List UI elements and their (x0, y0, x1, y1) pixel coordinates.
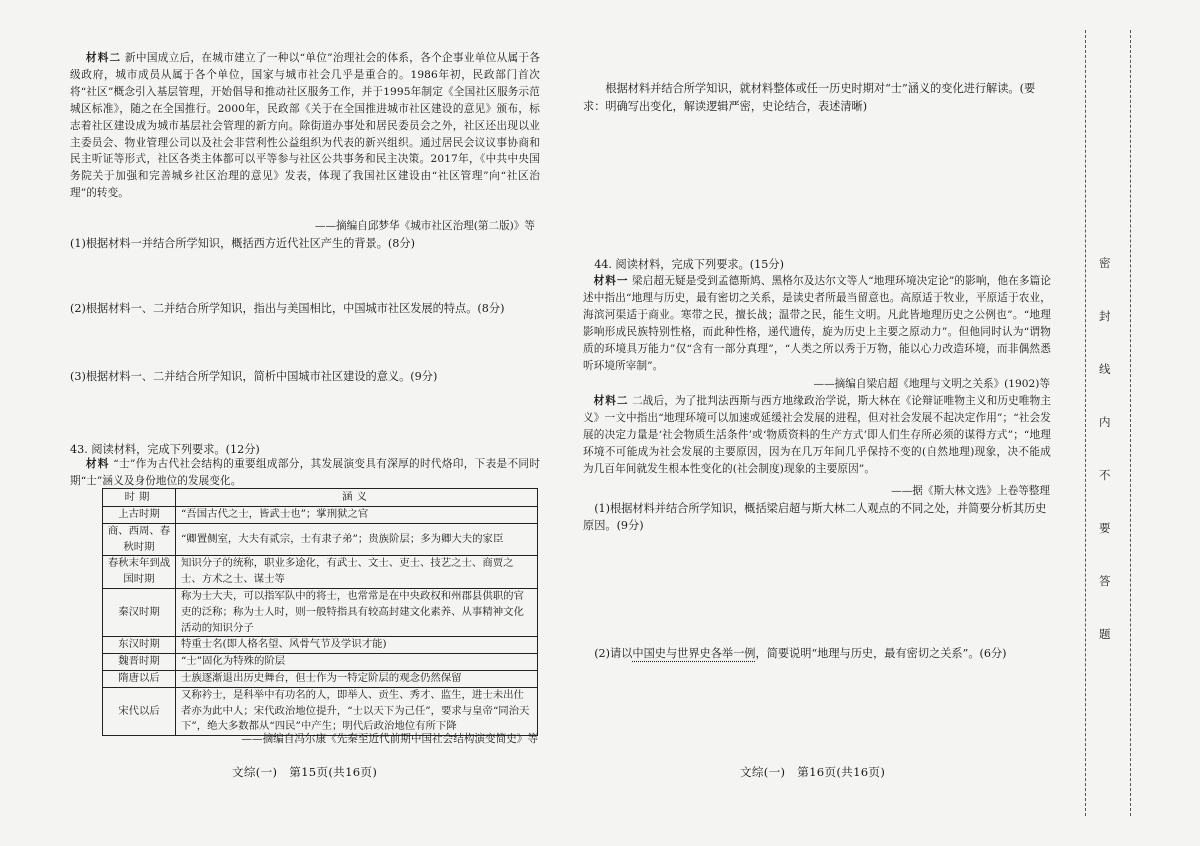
shi-meaning-table (102, 488, 538, 736)
q44-material2-label: 材料二 (593, 395, 629, 407)
period-cell: 东汉时期 (103, 637, 176, 654)
seal-char: 题 (1099, 627, 1111, 641)
table-row (103, 556, 538, 589)
q44-material1-label: 材料一 (593, 275, 629, 287)
q44-question-2 (583, 645, 1051, 662)
meaning-cell: “卿置侧室，大夫有贰宗，士有隶子弟”；贵族阶层；多为卿大夫的家臣 (176, 523, 538, 556)
table-row (103, 687, 538, 735)
meaning-cell: 知识分子的统称，职业多途化，有武士、文士、吏士、技艺之士、商贾之士、方术之士、谋士等 (176, 556, 538, 589)
seal-char: 要 (1099, 521, 1111, 535)
seal-char: 封 (1099, 309, 1111, 323)
material2-paragraph (70, 50, 540, 202)
meaning-cell: “士”固化为特殊的阶层 (176, 654, 538, 671)
meaning-cell: 特重士名(即人格名望、风骨气节及学识才能) (176, 637, 538, 654)
table-row (103, 588, 538, 636)
seal-char: 内 (1099, 415, 1111, 429)
question-1-left: (1)根据材料一并结合所学知识，概括西方近代社区产生的背景。(8分) (70, 237, 415, 250)
table-header-row (103, 489, 538, 507)
q43-material-label: 材料 (85, 458, 110, 470)
seal-char: 不 (1099, 468, 1111, 482)
period-cell: 春秋末年到战国时期 (103, 556, 176, 589)
question-2-left: (2)根据材料一、二并结合所学知识，指出与美国相比，中国城市社区发展的特点。(8分) (70, 302, 505, 315)
meaning-cell: 又称衿士，是科举中有功名的人，即举人、贡生、秀才、监生，进士未出仕者亦为此中人；宋代政治地位提升，“士以天下为己任”，要求与皇帝“同治天下”，绝大多数都从“四民”中产生；明代后政治地位有所下降 (176, 687, 538, 735)
table-row (103, 637, 538, 654)
seal-char: 答 (1099, 574, 1111, 588)
q44-material2-source: ——据《斯大林文选》上卷等整理 (891, 485, 1050, 497)
page-footer-right: 文综(一) 第16页(共16页) (740, 765, 886, 779)
seal-line-outer (1085, 30, 1086, 816)
material2-label: 材料二 (85, 52, 122, 64)
q43-title: 43. 阅读材料，完成下列要求。(12分) (70, 443, 260, 456)
q43-material-text: “士”作为古代社会结构的重要组成部分，其发展演变具有深厚的时代烙印，下表是不同时期“士”涵义及身份地位的发展变化。 (70, 458, 541, 487)
q44-material2 (583, 393, 1051, 478)
q43-source: ——摘编自冯尔康《先秦至近代前期中国社会结构演变简史》等 (241, 733, 538, 745)
meaning-cell: 士族逐渐退出历史舞台，但士作为一特定阶层的观念仍然保留 (176, 670, 538, 687)
q44-material1 (583, 273, 1051, 374)
seal-char: 线 (1099, 362, 1111, 376)
period-cell: 上古时期 (103, 507, 176, 524)
table-row (103, 507, 538, 524)
q44-material2-text: 二战后，为了批判法西斯与西方地缘政治学说，斯大林在《论辩证唯物主义和历史唯物主义》一文中指出“地理环境可以加速或延缓社会发展的进程，但对社会发展不起决定作用”；“社会发展的决定力量是‘社会物质生活条件’或‘物质资料的生产方式’即人们生存所必须的谋得方式”；“地理环境不可能成为社会发展的主要原因，因为在几万年间几乎保持不变的(自然地理)现象，决不能成为几百年间就发生根本性变化的(社会制度)现象的主要原因”。 (583, 395, 1052, 475)
seal-line-inner (1130, 30, 1131, 816)
q43-requirement: 根据材料并结合所学知识，就材料整体或任一历史时期对“士”涵义的变化进行解读。(要求：明确写出变化，解读逻辑严密，史论结合，表述清晰) (583, 82, 1036, 113)
material2-source: ——摘编自邱梦华《城市社区治理(第二版)》等 (314, 220, 535, 232)
meaning-cell: 称为士大夫，可以指军队中的将士，也常常是在中央政权和州郡县供职的官吏的泛称；称为士人时，则一般特指具有较高封建文化素养、从事精神文化活动的知识分子 (176, 588, 538, 636)
period-cell: 秦汉时期 (103, 588, 176, 636)
period-cell: 宋代以后 (103, 687, 176, 735)
question-3-left: (3)根据材料一、二并结合所学知识，简析中国城市社区建设的意义。(9分) (70, 370, 438, 383)
page-footer-left: 文综(一) 第15页(共16页) (232, 765, 378, 779)
q44-question-2-pre: (2)请以 (594, 647, 633, 660)
table-row (103, 670, 538, 687)
table-header-meaning: 涵义 (176, 489, 538, 507)
material2-text: 新中国成立后，在城市建立了一种以“单位”治理社会的体系，各个企事业单位从属于各级政府，城市成员从属于各个单位，国家与城市社会几乎是重合的。1986年初，民政部门首次将“社区”概念引入基层管理，开始倡导和推动社区服务工作，并于1995年制定《全国社区服务示范城区标准》，随之在全国推行。2000年，民政部《关于在全国推进城市社区建设的意见》颁布，标志着社区建设成为城市基层社会管理的新方向。除街道办事处和居民委员会之外，社区还出现以业主委员会、物业管理公司以及社会非营利性公益组织为代表的新兴组织。通过居民会议议事协商和民主听证等形式，社区各类主体都可以平等参与社区公共事务和民主决策。2017年，《中共中央国务院关于加强和完善城乡社区治理的意见》发表，体现了我国社区建设由“社区管理”向“社区治理”的转变。 (70, 52, 540, 200)
period-cell: 商、西周、春秋时期 (103, 523, 176, 556)
q44-material1-source: ——摘编自梁启超《地理与文明之关系》(1902)等 (813, 378, 1050, 390)
period-cell: 魏晋时期 (103, 654, 176, 671)
q44-question-2-post: ，简要说明“地理与历史，最有密切之关系”。(6分) (755, 647, 1007, 660)
table-row (103, 523, 538, 556)
table-row (103, 654, 538, 671)
q43-material (70, 456, 540, 490)
table-header-period: 时期 (103, 489, 176, 507)
q44-question-1: (1)根据材料并结合所学知识，概括梁启超与斯大林二人观点的不同之处，并简要分析其历史原因。(9分) (583, 502, 1047, 532)
seal-char: 密 (1099, 256, 1111, 270)
q44-material1-text: 梁启超无疑是受到孟德斯鸠、黑格尔及达尔文等人“地理环境决定论”的影响，他在多篇论述中指出“地理与历史，最有密切之关系，是读史者所最当留意也。高原适于牧业，平原适于农业，海滨河渠适于商业。寒带之民，擅长战；温带之民，能生文明。凡此皆地理历史之公例也”。“地理影响形成民族特别性格，而此种性格，递代遗传，旋为历史上主要之原动力”。但他同时认为“谓物质的环境具万能力”仅“含有一部分真理”，“人类之所以秀于万物，能以心力改造环境，而非偶然悉听环境所宰制”。 (583, 275, 1052, 372)
meaning-cell: “吾国古代之士，皆武士也”；掌刑狱之官 (176, 507, 538, 524)
q44-title: 44. 阅读材料，完成下列要求。(15分) (594, 258, 784, 271)
period-cell: 隋唐以后 (103, 670, 176, 687)
q44-question-2-emphasis: 中国史与世界史各举一例 (632, 647, 756, 660)
